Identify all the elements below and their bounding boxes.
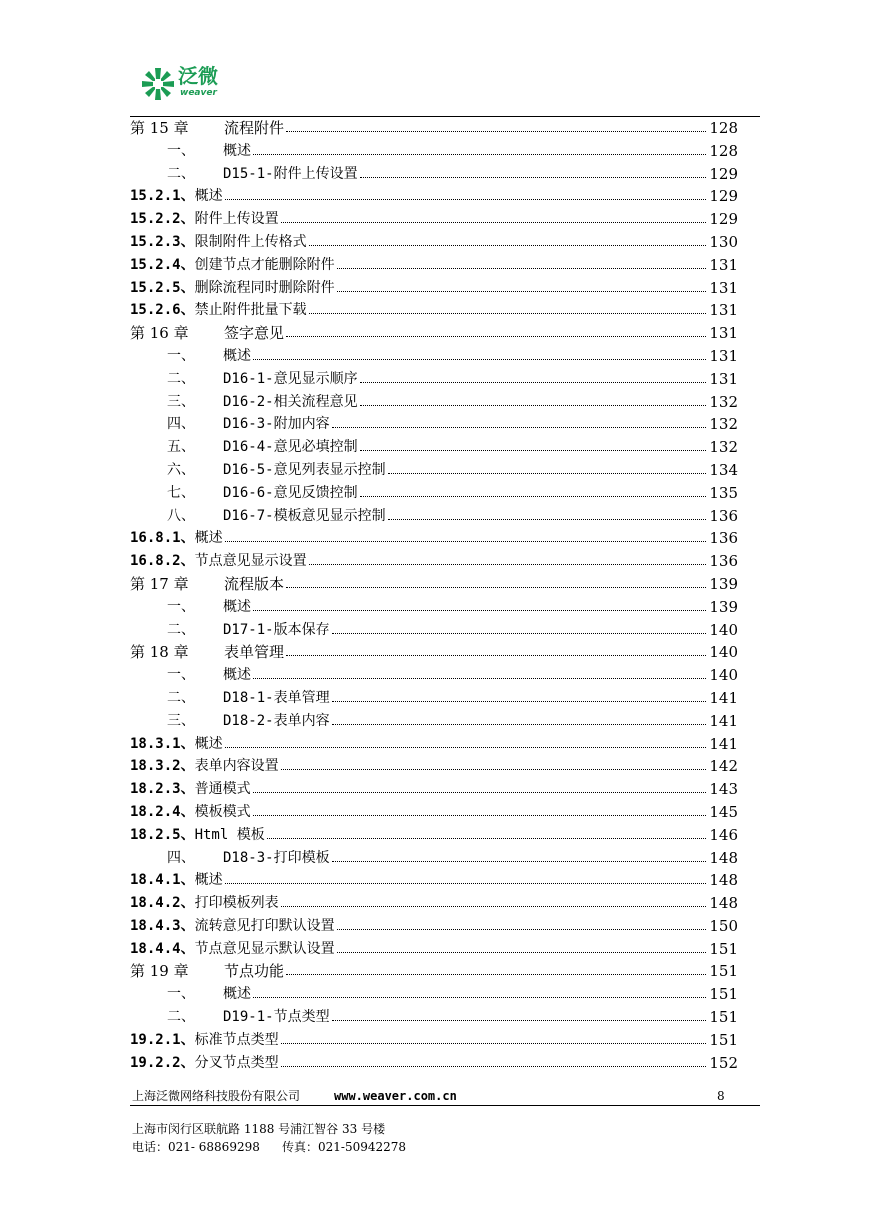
toc-entry-title: 概述 — [194, 188, 223, 205]
brand-name-en: weaver — [180, 88, 217, 98]
toc-entry[interactable] — [130, 847, 738, 870]
toc-entry-title: 禁止附件批量下载 — [194, 302, 307, 319]
toc-dot-leader — [309, 550, 706, 565]
toc-dot-leader — [253, 983, 706, 998]
toc-dot-leader — [225, 185, 706, 200]
toc-entry-title: 概述 — [223, 347, 251, 364]
toc-entry-number: 第 15 章 — [130, 119, 189, 137]
toc-entry[interactable] — [130, 641, 738, 664]
toc-entry-title: 概述 — [223, 142, 251, 159]
toc-entry[interactable] — [130, 960, 738, 983]
toc-entry-title: 流程版本 — [224, 574, 285, 593]
toc-entry-number: 18.2.4、 — [130, 803, 195, 820]
toc-entry-number: 一、 — [167, 986, 195, 1003]
toc-entry-label — [130, 231, 307, 254]
toc-entry[interactable] — [130, 231, 738, 254]
toc-entry[interactable] — [130, 664, 738, 687]
toc-entry-title: 节点功能 — [224, 962, 285, 981]
toc-entry[interactable] — [130, 299, 738, 322]
toc-entry-number: 15.2.3、 — [130, 233, 195, 250]
toc-entry[interactable] — [130, 185, 738, 208]
toc-dot-leader — [253, 801, 706, 816]
toc-entry-number: 18.4.4、 — [130, 940, 195, 957]
toc-entry[interactable] — [130, 892, 738, 915]
toc-entry-title: 概述 — [194, 735, 223, 752]
toc-entry-number: 15.2.5、 — [130, 279, 195, 296]
toc-dot-leader — [332, 847, 706, 862]
toc-entry-title: D18-2-表单内容 — [223, 712, 330, 729]
toc-entry[interactable] — [130, 277, 738, 300]
toc-entry-page: 129 — [709, 164, 738, 183]
toc-entry-title: 删除流程同时删除附件 — [194, 279, 335, 296]
toc-dot-leader — [281, 208, 706, 223]
toc-entry-title: D16-4-意见必填控制 — [223, 439, 358, 456]
toc-dot-leader — [337, 938, 706, 953]
toc-entry-title: Html 模板 — [194, 826, 265, 843]
toc-entry[interactable] — [130, 117, 738, 140]
footer-rule — [130, 1105, 760, 1106]
toc-dot-leader — [253, 596, 706, 611]
toc-entry-page: 136 — [709, 506, 738, 525]
toc-entry-label — [130, 641, 284, 664]
toc-entry-label — [130, 550, 307, 573]
toc-entry-title: D16-7-模板意见显示控制 — [223, 507, 386, 524]
toc-entry[interactable] — [130, 983, 738, 1006]
toc-dot-leader — [253, 345, 706, 360]
toc-entry[interactable] — [130, 550, 738, 573]
toc-entry-number: 18.4.3、 — [130, 917, 195, 934]
toc-entry-label — [130, 755, 279, 778]
toc-entry-title: D15-1-附件上传设置 — [223, 165, 358, 182]
toc-entry-label — [130, 733, 223, 756]
toc-dot-leader — [281, 892, 706, 907]
toc-dot-leader — [225, 869, 706, 884]
toc-entry-page: 151 — [709, 962, 738, 981]
toc-entry-number: 第 19 章 — [130, 962, 189, 981]
toc-entry-label — [167, 710, 330, 733]
toc-dot-leader — [286, 960, 706, 975]
toc-dot-leader — [253, 140, 706, 155]
toc-entry-title: 概述 — [223, 667, 251, 684]
toc-entry-page: 132 — [709, 392, 738, 411]
toc-dot-leader — [332, 687, 706, 702]
footer-fax: 传真：021-50942278 — [282, 1140, 407, 1154]
toc-entry-page: 141 — [709, 688, 738, 707]
toc-entry-number: 18.3.1、 — [130, 735, 195, 752]
toc-entry-number: 18.3.2、 — [130, 758, 195, 775]
toc-entry[interactable] — [130, 1052, 738, 1075]
toc-entry-label — [130, 254, 335, 277]
toc-entry-label — [167, 1006, 330, 1029]
toc-entry-number: 二、 — [167, 689, 195, 706]
toc-entry-label — [130, 185, 223, 208]
toc-entry-number: 三、 — [167, 712, 195, 729]
toc-entry-number: 四、 — [167, 849, 195, 866]
toc-entry-title: D18-3-打印模板 — [223, 849, 330, 866]
toc-entry-title: 概述 — [194, 530, 223, 547]
toc-entry-label — [130, 277, 335, 300]
toc-dot-leader — [388, 505, 706, 520]
toc-dot-leader — [281, 755, 706, 770]
toc-entry-page: 150 — [709, 916, 738, 935]
toc-dot-leader — [360, 482, 706, 497]
toc-dot-leader — [360, 436, 706, 451]
toc-entry-number: 一、 — [167, 598, 195, 615]
toc-entry[interactable] — [130, 573, 738, 596]
toc-entry-page: 129 — [709, 210, 738, 229]
toc-entry-number: 二、 — [167, 370, 195, 387]
toc-entry-page: 128 — [709, 141, 738, 160]
toc-entry-number: 第 16 章 — [130, 324, 189, 343]
toc-entry[interactable] — [130, 869, 738, 892]
toc-entry-label — [167, 482, 358, 505]
toc-entry-number: 二、 — [167, 1009, 195, 1026]
toc-entry-number: 15.2.6、 — [130, 302, 195, 319]
toc-entry-label — [167, 505, 386, 528]
toc-entry-title: 签字意见 — [224, 324, 285, 343]
toc-entry-title: 表单管理 — [224, 643, 285, 662]
toc-entry-number: 一、 — [167, 142, 195, 159]
toc-entry[interactable] — [130, 824, 738, 847]
toc-dot-leader — [388, 459, 706, 474]
toc-entry-title: 概述 — [194, 872, 223, 889]
toc-entry[interactable] — [130, 436, 738, 459]
toc-entry-label — [130, 208, 279, 231]
toc-entry-page: 141 — [709, 734, 738, 753]
toc-dot-leader — [253, 778, 706, 793]
toc-entry-label — [130, 527, 223, 550]
toc-dot-leader — [286, 573, 706, 588]
toc-entry[interactable] — [130, 778, 738, 801]
toc-entry[interactable] — [130, 322, 738, 345]
toc-entry-page: 139 — [709, 574, 738, 593]
toc-entry-page: 131 — [709, 278, 738, 297]
toc-entry-page: 131 — [709, 255, 738, 274]
toc-entry-label — [130, 938, 335, 961]
toc-entry-page: 143 — [709, 780, 738, 799]
toc-entry-label — [130, 892, 279, 915]
toc-entry-page: 151 — [709, 1030, 738, 1049]
toc-entry[interactable] — [130, 1029, 738, 1052]
toc-entry-page: 145 — [709, 802, 738, 821]
toc-entry-number: 15.2.1、 — [130, 188, 195, 205]
toc-entry-label — [167, 436, 358, 459]
toc-entry[interactable] — [130, 459, 738, 482]
toc-entry-number: 19.2.1、 — [130, 1031, 195, 1048]
toc-entry-page: 131 — [709, 324, 738, 343]
toc-entry-title: D16-1-意见显示顺序 — [223, 370, 358, 387]
toc-entry[interactable] — [130, 163, 738, 186]
toc-entry[interactable] — [130, 915, 738, 938]
toc-entry-page: 129 — [709, 187, 738, 206]
toc-dot-leader — [337, 915, 706, 930]
toc-entry-label — [130, 960, 284, 983]
toc-entry-number: 六、 — [167, 461, 195, 478]
toc-entry-title: 流程附件 — [224, 119, 285, 137]
toc-entry-number: 18.2.5、 — [130, 826, 195, 843]
brand-name-cn: 泛微 — [178, 64, 218, 88]
toc-entry-number: 16.8.1、 — [130, 530, 195, 547]
toc-entry-title: 分叉节点类型 — [194, 1054, 279, 1071]
toc-entry-title: 节点意见显示默认设置 — [194, 940, 335, 957]
toc-entry-title: 流转意见打印默认设置 — [194, 917, 335, 934]
toc-entry-page: 151 — [709, 1008, 738, 1027]
toc-entry-page: 148 — [709, 894, 738, 913]
toc-entry-title: D16-2-相关流程意见 — [223, 393, 358, 410]
footer-phone: 电话：021- 68869298 — [132, 1140, 260, 1154]
toc-dot-leader — [337, 277, 706, 292]
toc-entry[interactable] — [130, 482, 738, 505]
toc-dot-leader — [253, 664, 706, 679]
toc-entry-number: 三、 — [167, 393, 195, 410]
toc-entry-label — [167, 345, 251, 368]
toc-entry-label — [167, 140, 251, 163]
toc-entry[interactable] — [130, 938, 738, 961]
toc-dot-leader — [332, 413, 706, 428]
toc-entry[interactable] — [130, 368, 738, 391]
toc-entry-label — [130, 322, 284, 345]
toc-entry-label — [130, 869, 223, 892]
toc-entry[interactable] — [130, 413, 738, 436]
toc-entry-number: 16.8.2、 — [130, 553, 195, 570]
toc-entry-number: 一、 — [167, 347, 195, 364]
toc-entry-page: 140 — [709, 620, 738, 639]
toc-entry[interactable] — [130, 140, 738, 163]
toc-entry-label — [167, 983, 251, 1006]
toc-entry[interactable] — [130, 755, 738, 778]
toc-entry-label — [167, 459, 386, 482]
toc-entry-number: 二、 — [167, 621, 195, 638]
toc-entry-label — [130, 915, 335, 938]
toc-entry-title: D16-3-附加内容 — [223, 416, 330, 433]
toc-entry-label — [167, 619, 330, 642]
toc-entry[interactable] — [130, 710, 738, 733]
toc-entry-page: 141 — [709, 711, 738, 730]
toc-entry-label — [167, 163, 358, 186]
toc-entry[interactable] — [130, 801, 738, 824]
toc-entry[interactable] — [130, 1006, 738, 1029]
toc-dot-leader — [360, 391, 706, 406]
toc-entry-title: D17-1-版本保存 — [223, 621, 330, 638]
toc-entry-title: 附件上传设置 — [194, 211, 279, 228]
toc-entry-page: 140 — [709, 643, 738, 662]
toc-entry-page: 152 — [709, 1053, 738, 1072]
toc-entry-page: 131 — [709, 301, 738, 320]
toc-entry[interactable] — [130, 527, 738, 550]
toc-dot-leader — [309, 299, 706, 314]
toc-entry[interactable] — [130, 254, 738, 277]
toc-entry-title: 表单内容设置 — [194, 758, 279, 775]
toc-entry-label — [167, 847, 330, 870]
toc-entry-page: 134 — [709, 460, 738, 479]
toc-entry-title: 模板模式 — [194, 803, 251, 820]
toc-entry[interactable] — [130, 391, 738, 414]
toc-entry-label — [130, 1029, 279, 1052]
toc-entry[interactable] — [130, 687, 738, 710]
toc-entry-page: 148 — [709, 848, 738, 867]
toc-entry-number: 18.2.3、 — [130, 781, 195, 798]
toc-entry-number: 15.2.2、 — [130, 211, 195, 228]
toc-entry-label — [130, 824, 265, 847]
toc-dot-leader — [281, 1029, 706, 1044]
toc-entry-title: 节点意见显示设置 — [194, 553, 307, 570]
toc-entry-number: 二、 — [167, 165, 195, 182]
toc-entry[interactable] — [130, 596, 738, 619]
toc-entry-page: 130 — [709, 232, 738, 251]
toc-entry-label — [167, 687, 330, 710]
toc-entry-title: D16-6-意见反馈控制 — [223, 484, 358, 501]
toc-entry-number: 八、 — [167, 507, 195, 524]
toc-entry[interactable] — [130, 505, 738, 528]
toc-entry[interactable] — [130, 208, 738, 231]
toc-entry-number: 第 18 章 — [130, 643, 189, 662]
toc-entry-page: 151 — [709, 939, 738, 958]
toc-entry-title: 标准节点类型 — [194, 1031, 279, 1048]
toc-dot-leader — [281, 1052, 706, 1067]
toc-entry-label — [167, 368, 358, 391]
toc-entry-title: 概述 — [223, 598, 251, 615]
toc-dot-leader — [360, 368, 706, 383]
toc-entry-label — [130, 299, 307, 322]
toc-entry-label — [130, 801, 251, 824]
toc-entry-label — [167, 413, 330, 436]
toc-entry-page: 132 — [709, 415, 738, 434]
toc-entry-number: 一、 — [167, 667, 195, 684]
toc-entry-title: 创建节点才能删除附件 — [194, 256, 335, 273]
toc-dot-leader — [360, 163, 706, 178]
toc-entry-page: 136 — [709, 552, 738, 571]
toc-dot-leader — [225, 527, 706, 542]
toc-entry-page: 148 — [709, 871, 738, 890]
toc-entry-label — [130, 573, 284, 596]
toc-entry-page: 132 — [709, 438, 738, 457]
toc-entry-number: 18.4.1、 — [130, 872, 195, 889]
toc-entry-number: 15.2.4、 — [130, 256, 195, 273]
toc-entry-page: 139 — [709, 597, 738, 616]
toc-entry-page: 140 — [709, 666, 738, 685]
toc-entry[interactable] — [130, 619, 738, 642]
toc-entry-number: 七、 — [167, 484, 195, 501]
toc-entry-label — [167, 596, 251, 619]
toc-entry-page: 128 — [709, 119, 738, 137]
footer-company: 上海泛微网络科技股份有限公司 — [132, 1089, 301, 1103]
toc-entry-title: D19-1-节点类型 — [223, 1009, 330, 1026]
toc-entry-number: 五、 — [167, 439, 195, 456]
toc-entry-page: 131 — [709, 369, 738, 388]
toc-dot-leader — [332, 1006, 706, 1021]
footer-address: 上海市闵行区联航路 1188 号浦江智谷 33 号楼 — [132, 1122, 386, 1136]
toc-entry-title: 限制附件上传格式 — [194, 233, 307, 250]
toc-entry-title: 概述 — [223, 986, 251, 1003]
toc-entry-page: 136 — [709, 529, 738, 548]
toc-entry-number: 18.4.2、 — [130, 895, 195, 912]
toc-entry-page: 151 — [709, 985, 738, 1004]
toc-entry-title: D18-1-表单管理 — [223, 689, 330, 706]
toc-entry-label — [167, 391, 358, 414]
toc-dot-leader — [332, 619, 706, 634]
toc-entry-label — [130, 117, 284, 140]
toc-dot-leader — [286, 322, 706, 337]
footer-website[interactable]: www.weaver.com.cn — [334, 1089, 457, 1103]
toc-entry-page: 131 — [709, 346, 738, 365]
toc-entry-title: 打印模板列表 — [194, 895, 279, 912]
toc-entry-page: 135 — [709, 483, 738, 502]
toc-entry[interactable] — [130, 733, 738, 756]
toc-dot-leader — [337, 254, 706, 269]
toc-dot-leader — [225, 733, 706, 748]
toc-dot-leader — [309, 231, 706, 246]
toc-entry-label — [130, 778, 251, 801]
toc-dot-leader — [286, 641, 706, 656]
toc-dot-leader — [286, 117, 706, 132]
footer-page-number: 8 — [717, 1089, 725, 1103]
toc-entry-number: 四、 — [167, 416, 195, 433]
toc-dot-leader — [267, 824, 706, 839]
toc-entry-title: 普通模式 — [194, 781, 251, 798]
toc-entry[interactable] — [130, 345, 738, 368]
toc-entry-page: 146 — [709, 825, 738, 844]
table-of-contents — [130, 117, 738, 1074]
toc-dot-leader — [332, 710, 706, 725]
toc-entry-number: 第 17 章 — [130, 574, 189, 593]
toc-entry-title: D16-5-意见列表显示控制 — [223, 461, 386, 478]
toc-entry-label — [167, 664, 251, 687]
toc-entry-label — [130, 1052, 279, 1075]
toc-entry-number: 19.2.2、 — [130, 1054, 195, 1071]
toc-entry-page: 142 — [709, 757, 738, 776]
